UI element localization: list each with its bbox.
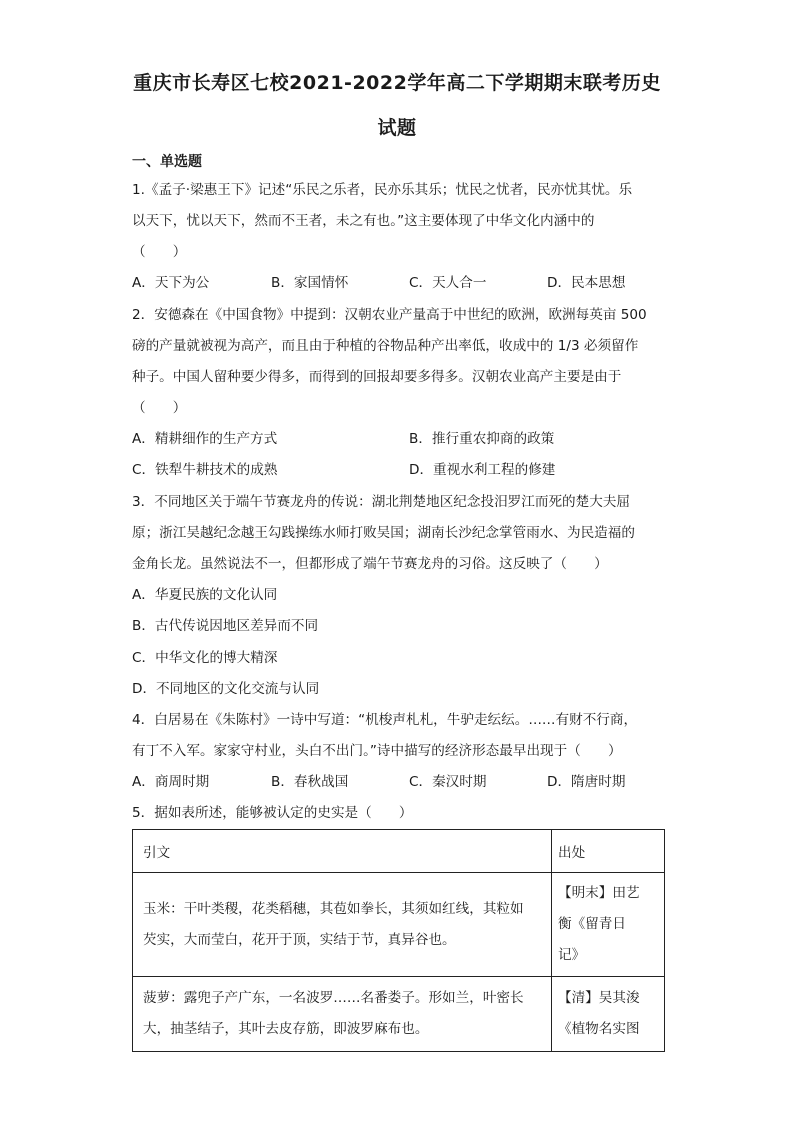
quote-line: 大，抽茎结子，其叶去皮存筋，即波罗麻布也。 [143,1021,429,1037]
quote-line: 菠萝：露兜子产广东，一名波罗……名番娄子。形如兰，叶密长 [143,990,524,1006]
question-3-option-a: A．华夏民族的文化认同 [132,587,278,603]
question-3-text: 金角长龙。虽然说法不一，但都形成了端午节赛龙舟的习俗。这反映了（ ） [132,556,608,572]
question-1-text: 1.《孟子·梁惠王下》记述“乐民之乐者，民亦乐其乐；忧民之忧者，民亦忧其忧。乐 [132,182,633,198]
question-2-option-a: A．精耕细作的生产方式 [132,431,278,447]
quote-line: 玉米：干叶类稷，花类稻穗，其苞如拳长，其须如红线，其粒如 [143,900,524,917]
question-4-option-b: B．春秋战国 [271,774,349,790]
question-1-option-c: C．天人合一 [409,275,487,291]
source-line: 【明末】田艺 [558,885,640,901]
question-3-option-d: D．不同地区的文化交流与认同 [132,681,320,697]
table-cell-source [552,873,665,977]
question-4-text: 有丁不入军。家家守村业，头白不出门。”诗中描写的经济形态最早出现于（ ） [132,743,622,759]
question-2-blank: （ ） [132,400,187,416]
table-cell-quote [133,977,552,1052]
question-1-blank: （ ） [132,244,187,260]
question-1-option-b: B．家国情怀 [271,275,349,291]
question-2-option-d: D．重视水利工程的修建 [409,462,556,478]
quote-line: 芡实，大而莹白，花开于顶，实结于节，真异谷也。 [143,931,456,948]
question-5-text: 5．据如表所述，能够被认定的史实是（ ） [132,805,413,821]
question-1-option-d: D．民本思想 [547,275,626,291]
source-line: 记》 [558,947,586,963]
question-2-option-b: B．推行重农抑商的政策 [409,431,555,447]
page-title-continued: 试题 [377,117,417,139]
table-header-source: 出处 [552,830,665,873]
table-row [133,873,665,977]
question-2-option-c: C．铁犁牛耕技术的成熟 [132,462,278,478]
page-title: 重庆市长寿区七校2021-2022学年高二下学期期末联考历史 [133,72,661,94]
source-line: 【清】吴其浚 [558,990,640,1006]
table-header-row [133,830,665,873]
source-line: 衡《留青日 [558,916,626,932]
question-3-option-b: B．古代传说因地区差异而不同 [132,618,319,634]
question-4-option-d: D．隋唐时期 [547,774,626,790]
quote-table [132,829,665,1052]
table-row [133,977,665,1052]
question-1-option-a: A．天下为公 [132,275,210,291]
table-header-quote: 引文 [133,830,552,873]
question-4-text: 4．白居易在《朱陈村》一诗中写道：“机梭声札札，牛驴走纭纭。……有财不行商， [132,712,638,728]
question-4-option-a: A．商周时期 [132,774,210,790]
question-3-text: 3．不同地区关于端午节赛龙舟的传说：湖北荆楚地区纪念投汨罗江而死的楚大夫屈 [132,494,631,510]
table-cell-source [552,977,665,1052]
question-2-text: 种子。中国人留种要少得多，而得到的回报却要多得多。汉朝农业高产主要是由于 [132,369,622,385]
question-2-text: 2．安德森在《中国食物》中提到：汉朝农业产量高于中世纪的欧洲，欧洲每英亩 500 [132,307,647,323]
question-3-text: 原；浙江吴越纪念越王勾践操练水师打败吴国；湖南长沙纪念掌管雨水、为民造福的 [132,525,635,541]
question-4-option-c: C．秦汉时期 [409,774,487,790]
table-cell-quote [133,873,552,977]
section-heading: 一、单选题 [132,154,202,170]
question-3-option-c: C．中华文化的博大精深 [132,650,278,666]
question-2-text: 磅的产量就被视为高产，而且由于种植的谷物品种产出率低，收成中的 1/3 必须留作 [132,338,639,354]
question-1-text: 以天下，忧以天下，然而不王者，未之有也。”这主要体现了中华文化内涵中的 [132,213,595,229]
source-line: 《植物名实图 [558,1021,640,1037]
